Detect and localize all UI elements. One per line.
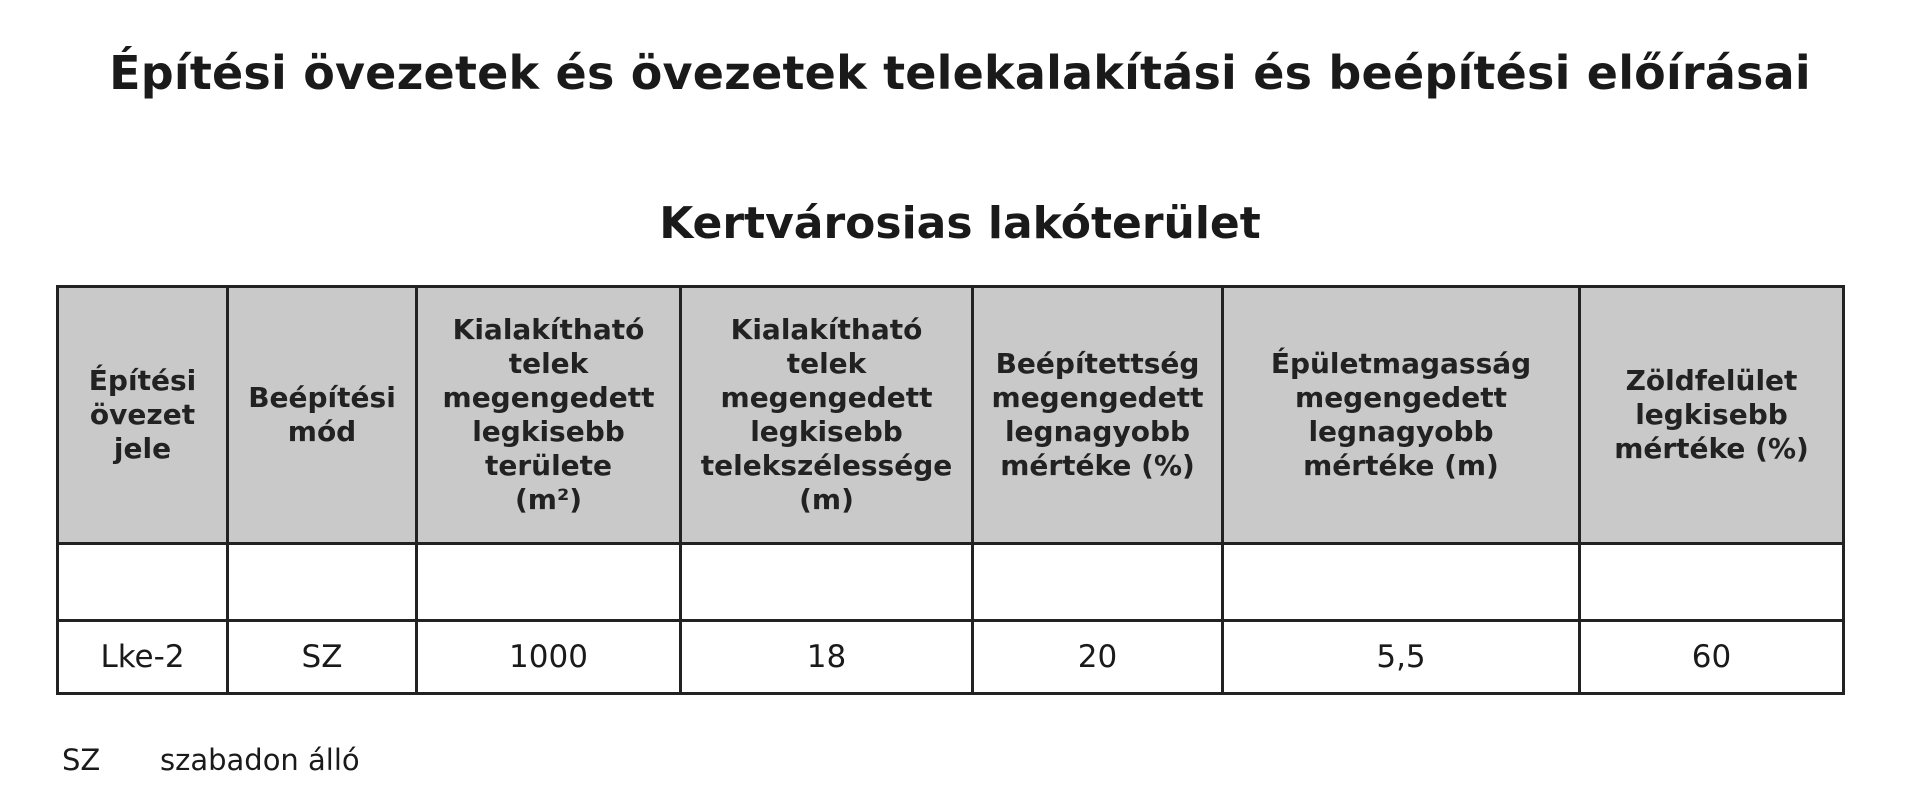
table-cell xyxy=(417,544,681,621)
footnote-meaning: szabadon álló xyxy=(160,743,360,777)
cell-max-building-height: 5,5 xyxy=(1223,621,1580,694)
table-cell xyxy=(58,544,228,621)
header-line: Beépítettség xyxy=(995,347,1200,380)
cell-building-mode: SZ xyxy=(228,621,417,694)
header-line: Zöldfelület xyxy=(1625,364,1798,397)
header-zone-code xyxy=(58,287,228,544)
header-min-plot-area xyxy=(417,287,681,544)
header-line: telekszélessége xyxy=(700,449,953,482)
header-line: telek xyxy=(786,347,867,380)
header-line: megengedett xyxy=(720,381,933,414)
header-min-plot-width xyxy=(681,287,973,544)
header-max-building-height xyxy=(1223,287,1580,544)
cell-max-coverage: 20 xyxy=(973,621,1223,694)
header-line: (m²) xyxy=(514,483,583,516)
table-cell xyxy=(1223,544,1580,621)
header-line: mértéke (%) xyxy=(1614,432,1809,465)
table-cell xyxy=(228,544,417,621)
header-line: megengedett xyxy=(991,381,1204,414)
cell-zone-code: Lke-2 xyxy=(58,621,228,694)
header-min-green-area xyxy=(1580,287,1844,544)
header-line: telek xyxy=(508,347,589,380)
legend-footnote xyxy=(62,743,360,777)
header-line: Kialakítható xyxy=(452,313,645,346)
header-line: Beépítési xyxy=(248,381,396,414)
table-row xyxy=(58,544,1844,621)
page-title: Építési övezetek és övezetek telekalakítási és beépítési előírásai xyxy=(109,46,1811,100)
header-line: (m) xyxy=(799,483,854,516)
cell-min-plot-area: 1000 xyxy=(417,621,681,694)
table-cell xyxy=(1580,544,1844,621)
header-line: mód xyxy=(287,415,357,448)
header-max-coverage xyxy=(973,287,1223,544)
cell-min-green-area: 60 xyxy=(1580,621,1844,694)
header-line: megengedett xyxy=(442,381,655,414)
header-line: mértéke (%) xyxy=(1000,449,1195,482)
header-line: megengedett xyxy=(1295,381,1507,414)
header-line: övezet xyxy=(89,398,196,431)
header-line: Épületmagasság xyxy=(1270,347,1532,380)
header-line: legkisebb xyxy=(1635,398,1788,431)
table-row xyxy=(58,621,1844,694)
header-line: legnagyobb xyxy=(1004,415,1191,448)
header-line: jele xyxy=(113,432,172,465)
table-cell xyxy=(681,544,973,621)
header-line: legkisebb xyxy=(750,415,903,448)
header-line: mértéke (m) xyxy=(1303,449,1499,482)
table-cell xyxy=(973,544,1223,621)
header-line: Kialakítható xyxy=(730,313,923,346)
zoning-regulations-table xyxy=(56,285,1845,695)
header-line: legnagyobb xyxy=(1308,415,1494,448)
cell-min-plot-width: 18 xyxy=(681,621,973,694)
section-title: Kertvárosias lakóterület xyxy=(659,198,1261,249)
footnote-abbreviation: SZ xyxy=(62,743,101,777)
header-line: Építési xyxy=(88,364,197,397)
table-header-row xyxy=(58,287,1844,544)
header-building-mode xyxy=(228,287,417,544)
header-line: területe xyxy=(484,449,613,482)
header-line: legkisebb xyxy=(472,415,625,448)
